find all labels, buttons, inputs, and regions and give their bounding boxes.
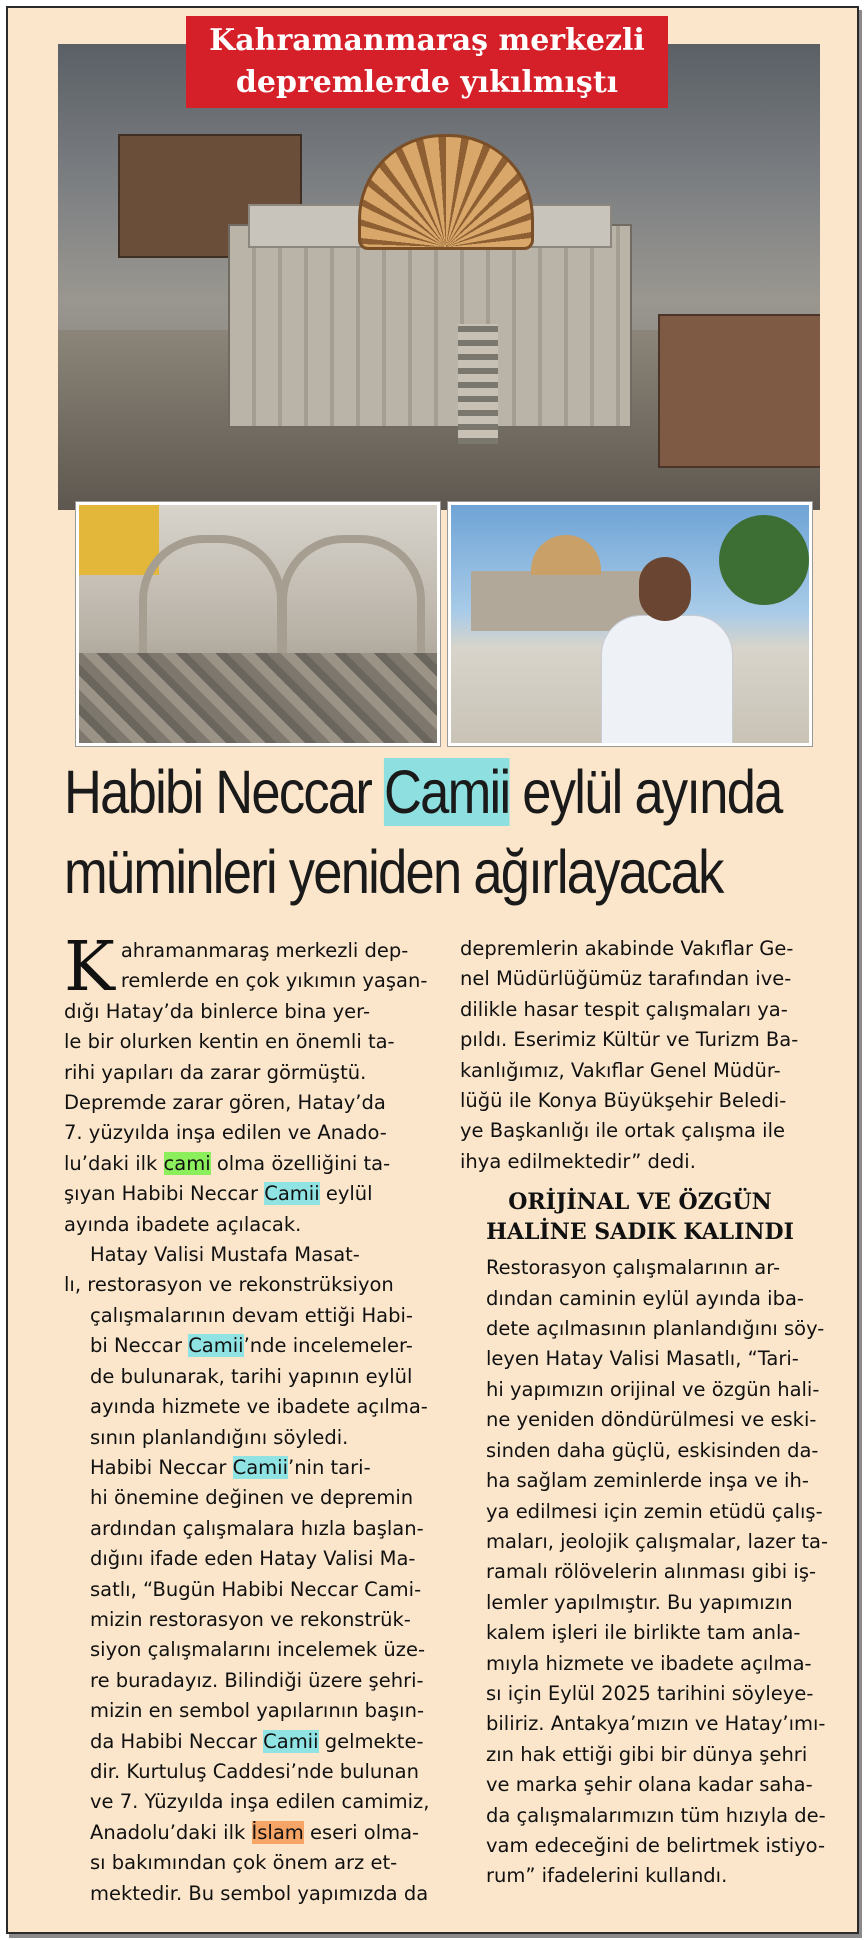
text-line: vam edeceğini de belirtmek istiyo- — [486, 1833, 825, 1857]
text-line: re buradayız. Bilindiği üzere şehri- — [90, 1668, 424, 1692]
photo-mosque-walls — [228, 224, 632, 428]
text-line: satlı, “Bugün Habibi Neccar Cami- — [90, 1577, 422, 1601]
text-fragment: ’nin tari- — [288, 1455, 371, 1479]
text-line: ve 7. Yüzyılda inşa edilen camimiz, — [90, 1790, 430, 1814]
text-line: 7. yüzyılda inşa edilen ve Anado- — [64, 1121, 387, 1145]
text-line: dilikle hasar tespit çalışmaları ya- — [460, 997, 788, 1021]
text-line — [64, 1727, 424, 1757]
article-column-right — [460, 934, 829, 1892]
text-line: sinden daha güçlü, eskisinden da- — [486, 1438, 819, 1462]
text-line: pıldı. Eserimiz Kültür ve Turizm Ba- — [460, 1028, 799, 1052]
text-line: rum” ifadelerini kullandı. — [486, 1864, 728, 1888]
text-line: ihya edilmektedir” dedi. — [460, 1149, 696, 1173]
highlight-camii: Camii — [264, 1182, 320, 1206]
headline — [64, 752, 782, 912]
photo-person-head — [639, 557, 691, 621]
text-line: ayında ibadete açılacak. — [64, 1212, 302, 1236]
text-fragment: şıyan Habibi Neccar — [64, 1182, 265, 1206]
text-line: rihi yapıları da zarar görmüştü. — [64, 1060, 367, 1084]
article-column-left — [64, 928, 430, 1909]
text-line: siyon çalışmalarını incelemek üze- — [90, 1638, 426, 1662]
text-line: dığını ifade eden Hatay Valisi Ma- — [90, 1547, 416, 1571]
subheading-line-1: ORİJİNAL VE ÖZGÜN — [508, 1189, 772, 1216]
highlight-camii: Camii — [188, 1334, 244, 1358]
text-line: depremlerin akabinde Vakıflar Ge- — [460, 937, 794, 960]
paragraph-5 — [460, 1253, 829, 1892]
text-fragment: Habibi Neccar — [90, 1455, 233, 1479]
text-line: çalışmalarının devam ettiği Habi- — [90, 1303, 413, 1327]
text-line: de bulunarak, tarihi yapının eylül — [90, 1364, 413, 1388]
photo-tree — [719, 515, 809, 605]
text-line: ahramanmaraş merkezli dep- — [120, 939, 409, 962]
headline-line-2: müminleri yeniden ağırlayacak — [64, 838, 723, 906]
news-clipping — [6, 6, 859, 1934]
governor-photo — [448, 502, 812, 746]
photo-dome — [531, 535, 601, 575]
text-fragment: bi Neccar — [90, 1334, 189, 1358]
text-line: lemler yapılmıştır. Bu yapımızın — [486, 1590, 793, 1614]
text-line: mizin en sembol yapılarının başın- — [90, 1699, 424, 1723]
text-line: dından caminin eylül ayında iba- — [486, 1286, 804, 1310]
text-line: lüğü ile Konya Büyükşehir Beledi- — [460, 1089, 787, 1113]
highlight-camii: Camii — [232, 1455, 288, 1479]
text-line: ramalı rölövelerin alınması gibi iş- — [486, 1560, 817, 1584]
text-line: hi önemine değinen ve depremin — [90, 1486, 414, 1510]
paragraph-2 — [64, 1240, 428, 1453]
text-line: ne yeniden döndürülmesi ve eski- — [486, 1408, 817, 1432]
text-fragment: da Habibi Neccar — [90, 1729, 264, 1753]
text-line — [64, 1179, 424, 1209]
mosque-construction-photo — [58, 44, 820, 510]
text-line: lı, restorasyon ve rekonstrüksiyon — [64, 1273, 394, 1297]
kicker-line-1: Kahramanmaraş merkezli — [209, 23, 645, 58]
text-fragment: eylül — [319, 1182, 373, 1206]
text-fragment: ’nde incelemeler- — [243, 1334, 413, 1358]
subheading — [460, 1187, 820, 1247]
text-line: sı bakımından çok önem arz et- — [90, 1851, 398, 1875]
photo-person-body — [601, 615, 733, 746]
text-line: ayında hizmete ve ibadete açılma- — [90, 1395, 428, 1419]
photo-dome-frame — [358, 134, 534, 250]
text-line: ya edilmesi için zemin etüdü çalış- — [486, 1499, 823, 1523]
headline-text: Habibi Neccar — [64, 758, 384, 826]
text-line: Hatay Valisi Mustafa Masat- — [90, 1243, 360, 1267]
headline-text: eylül ayında — [509, 758, 782, 826]
text-line: sı için Eylül 2025 tarihini söyleye- — [486, 1681, 814, 1705]
text-line: mektedir. Bu sembol yapımızda da — [90, 1881, 429, 1905]
text-line: ye Başkanlığı ile ortak çalışma ile — [460, 1119, 786, 1143]
text-line: kalem işleri ile birlikte tam anla- — [486, 1621, 801, 1645]
highlight-camii: Camii — [263, 1729, 319, 1753]
text-line: mıyla hizmete ve ibadete açılma- — [486, 1651, 812, 1675]
text-line: ha sağlam zeminlerde inşa ve ih- — [486, 1469, 809, 1493]
text-line: kanlığımız, Vakıflar Genel Müdür- — [460, 1058, 781, 1082]
highlight-cami: cami — [163, 1151, 211, 1175]
text-line: maları, jeolojik çalışmalar, lazer ta- — [486, 1529, 829, 1553]
drop-cap: K — [64, 928, 115, 1007]
text-line: mizin restorasyon ve rekonstrük- — [90, 1607, 411, 1631]
text-line: leyen Hatay Valisi Masatlı, “Tari- — [486, 1347, 799, 1371]
photo-house-right — [658, 314, 820, 468]
text-line: biliriz. Antakya’mızın ve Hatay’ımı- — [486, 1712, 826, 1736]
kicker-line-2: depremlerde yıkılmıştı — [235, 65, 619, 100]
photo-rubble — [79, 653, 437, 743]
paragraph-3 — [64, 1453, 430, 1909]
text-fragment: eseri olma- — [303, 1820, 420, 1844]
paragraph-4 — [460, 934, 820, 1177]
text-fragment: olma özelliğini ta- — [210, 1151, 391, 1175]
subheading-line-2: HALİNE SADIK KALINDI — [486, 1219, 794, 1246]
text-fragment: Anadolu’daki ilk — [90, 1820, 252, 1844]
text-line: Restorasyon çalışmalarının ar- — [486, 1256, 781, 1280]
text-line: nel Müdürlüğümüz tarafından ive- — [460, 967, 792, 991]
kicker-banner — [186, 16, 668, 108]
photo-flag — [79, 505, 159, 575]
text-line — [64, 1818, 424, 1848]
text-line: sının planlandığını söyledi. — [90, 1425, 349, 1449]
text-line: le bir olurken kentin en önemli ta- — [64, 1030, 395, 1054]
text-line: dığı Hatay’da binlerce bina yer- — [64, 999, 370, 1023]
headline-line-1 — [64, 752, 782, 832]
text-line — [64, 1453, 424, 1483]
text-line: dir. Kurtuluş Caddesi’nde bulunan — [90, 1759, 419, 1783]
text-line: Depremde zarar gören, Hatay’da — [64, 1091, 386, 1115]
damaged-interior-photo — [76, 502, 440, 746]
text-line: ve marka şehir olana kadar saha- — [486, 1773, 813, 1797]
text-line — [64, 1331, 424, 1361]
highlight-islam: İslam — [251, 1820, 304, 1844]
text-line: ardından çalışmalara hızla başlan- — [90, 1516, 424, 1540]
text-line — [64, 1149, 424, 1179]
text-fragment: lu’daki ilk — [64, 1151, 164, 1175]
text-line: remlerde en çok yıkımın yaşan- — [120, 969, 428, 993]
paragraph-1 — [64, 928, 428, 1240]
text-line: hi yapımızın orijinal ve özgün hali- — [486, 1377, 820, 1401]
text-line: da çalışmalarımızın tüm hızıyla de- — [486, 1803, 826, 1827]
text-line: zın hak ettiği gibi bir dünya şehri — [486, 1742, 808, 1766]
photo-scaffold — [458, 324, 498, 444]
text-line: dete açılmasının planlandığını söy- — [486, 1317, 825, 1341]
text-fragment: gelmekte- — [318, 1729, 424, 1753]
headline-highlight: Camii — [383, 758, 510, 826]
